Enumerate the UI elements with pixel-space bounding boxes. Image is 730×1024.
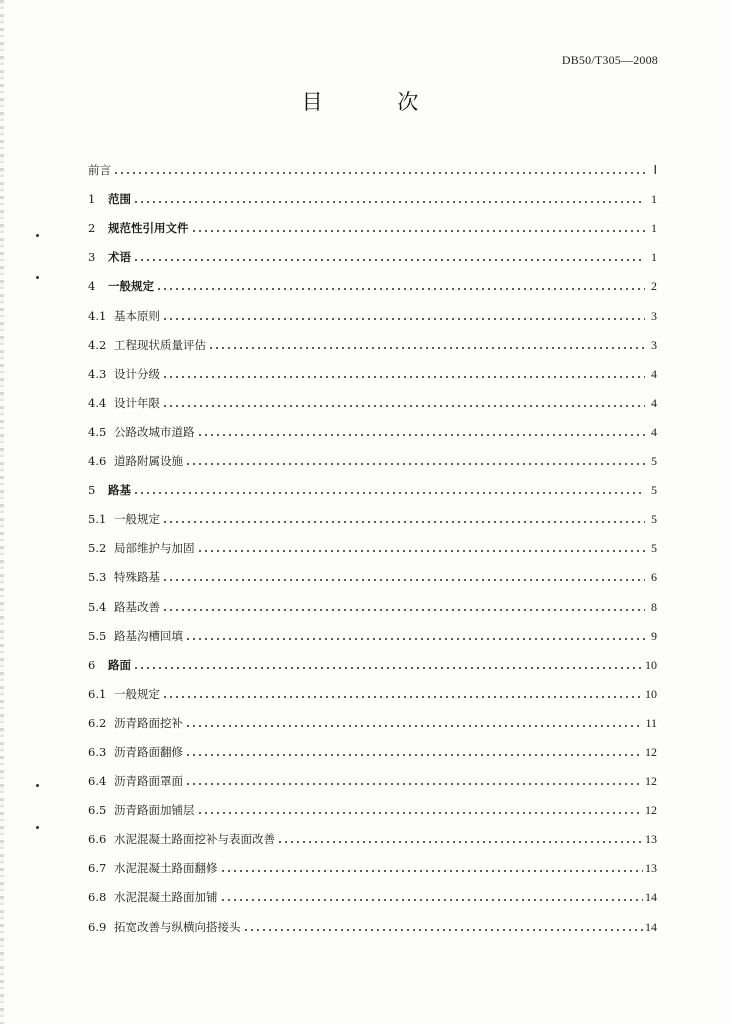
toc-entry-page: 14 xyxy=(645,890,657,905)
toc-entry-number: 4.3 xyxy=(88,366,107,381)
toc-entry-page: 4 xyxy=(651,395,657,410)
dot-leader xyxy=(156,288,645,290)
toc-entry[interactable] xyxy=(88,410,657,439)
toc-entry-label: 术语 xyxy=(108,250,131,265)
toc-entry-label: 一般规定 xyxy=(114,686,160,701)
dot-leader xyxy=(133,259,645,261)
toc-entry[interactable] xyxy=(88,846,657,875)
toc-entry-label: 沥青路面加铺层 xyxy=(114,803,195,818)
toc-entry-number: 6.1 xyxy=(88,686,107,701)
document-code: DB50/T305—2008 xyxy=(561,53,658,67)
toc-entry-label: 基本原则 xyxy=(114,308,160,323)
dot-leader xyxy=(197,812,644,814)
toc-entry-label: 设计年限 xyxy=(114,395,160,410)
toc-entry-page: 5 xyxy=(651,454,657,469)
toc-entry-page: Ⅰ xyxy=(653,163,657,178)
toc-entry-number: 4.2 xyxy=(88,337,107,352)
dot-leader xyxy=(133,492,645,494)
toc-entry[interactable] xyxy=(88,235,657,264)
toc-entry[interactable] xyxy=(88,497,657,526)
toc-entry-number: 4 xyxy=(88,279,96,294)
scan-edge-artifact xyxy=(0,0,4,1024)
dot-leader xyxy=(162,521,645,523)
toc-entry-number: 4.4 xyxy=(88,395,107,410)
toc-entry-label: 沥青路面挖补 xyxy=(114,715,183,730)
dot-leader xyxy=(220,870,644,872)
toc-entry-page: 5 xyxy=(651,541,657,556)
toc-entry-page: 10 xyxy=(645,686,657,701)
toc-entry[interactable] xyxy=(88,701,657,730)
scan-speck xyxy=(36,276,39,279)
toc-entry-label: 路基改善 xyxy=(114,599,160,614)
toc-entry-label: 规范性引用文件 xyxy=(108,221,189,236)
toc-entry-number: 6.8 xyxy=(88,890,107,905)
dot-leader xyxy=(277,841,643,843)
dot-leader xyxy=(185,638,645,640)
toc-entry-number: 5.3 xyxy=(88,570,107,585)
toc-entry-page: 10 xyxy=(645,657,657,672)
toc-entry-page: 12 xyxy=(645,774,657,789)
dot-leader xyxy=(162,405,645,407)
toc-entry-label: 道路附属设施 xyxy=(114,454,183,469)
toc-entry-label: 设计分级 xyxy=(114,366,160,381)
toc-entry-label: 工程现状质量评估 xyxy=(114,337,206,352)
toc-entry[interactable] xyxy=(88,381,657,410)
scan-speck xyxy=(36,784,39,787)
toc-entry-page: 4 xyxy=(651,366,657,381)
toc-entry-page: 3 xyxy=(651,337,657,352)
toc-entry[interactable] xyxy=(88,439,657,468)
toc-entry-number: 6 xyxy=(88,657,96,672)
dot-leader xyxy=(197,550,646,552)
toc-entry-label: 沥青路面翻修 xyxy=(114,744,183,759)
toc-entry[interactable] xyxy=(88,264,657,293)
toc-entry[interactable] xyxy=(88,875,657,904)
toc-entry-number: 5.1 xyxy=(88,512,107,527)
toc-entry-label: 水泥混凝土路面挖补与表面改善 xyxy=(114,832,275,847)
toc-entry-page: 12 xyxy=(645,803,657,818)
toc-entry[interactable] xyxy=(88,555,657,584)
toc-entry-number: 6.4 xyxy=(88,774,107,789)
toc-entry-number: 6.3 xyxy=(88,744,107,759)
toc-entry-number: 5.4 xyxy=(88,599,107,614)
dot-leader xyxy=(162,609,645,611)
toc-entry-number: 4.5 xyxy=(88,424,107,439)
dot-leader xyxy=(243,929,644,931)
toc-entry[interactable] xyxy=(88,293,657,322)
toc-entry[interactable] xyxy=(88,584,657,613)
toc-entry-page: 14 xyxy=(645,919,657,934)
toc-entry-page: 6 xyxy=(651,570,657,585)
toc-entry-number: 6.5 xyxy=(88,803,107,818)
toc-entry-page: 13 xyxy=(645,861,657,876)
dot-leader xyxy=(133,667,643,669)
toc-entry-page: 5 xyxy=(651,512,657,527)
toc-entry-number: 3 xyxy=(88,250,96,265)
toc-entry-page: 1 xyxy=(651,192,657,207)
toc-entry-page: 2 xyxy=(651,279,657,294)
toc-entry-page: 11 xyxy=(645,715,657,730)
toc-entry-label: 沥青路面罩面 xyxy=(114,774,183,789)
toc-entry-number: 2 xyxy=(88,221,96,236)
scan-speck xyxy=(36,826,39,829)
dot-leader xyxy=(208,347,645,349)
toc-entry-label: 公路改城市道路 xyxy=(114,424,195,439)
toc-entry-number: 5 xyxy=(88,483,96,498)
toc-entry[interactable] xyxy=(88,468,657,497)
dot-leader xyxy=(185,754,643,756)
toc-entry[interactable] xyxy=(88,526,657,555)
toc-entry-page: 1 xyxy=(651,250,657,265)
toc-entry[interactable] xyxy=(88,177,657,206)
dot-leader xyxy=(220,899,644,901)
toc-entry-label: 一般规定 xyxy=(114,512,160,527)
toc-entry-page: 12 xyxy=(645,744,657,759)
toc-entry[interactable] xyxy=(88,672,657,701)
dot-leader xyxy=(191,230,646,232)
toc-entry[interactable] xyxy=(88,730,657,759)
toc-entry-number: 6.9 xyxy=(88,919,107,934)
dot-leader xyxy=(185,725,643,727)
table-of-contents xyxy=(88,148,657,934)
dot-leader xyxy=(162,318,645,320)
toc-entry[interactable] xyxy=(88,788,657,817)
dot-leader xyxy=(162,579,645,581)
toc-entry-page: 1 xyxy=(651,221,657,236)
toc-entry-number: 6.7 xyxy=(88,861,107,876)
scan-speck xyxy=(36,234,39,237)
toc-entry[interactable] xyxy=(88,643,657,672)
dot-leader xyxy=(113,172,645,174)
toc-entry-label: 路基 xyxy=(108,483,131,498)
toc-entry-page: 5 xyxy=(651,483,657,498)
toc-entry[interactable] xyxy=(88,148,657,177)
dot-leader xyxy=(133,201,645,203)
toc-entry-number: 5.5 xyxy=(88,628,107,643)
toc-entry[interactable] xyxy=(88,759,657,788)
toc-entry-page: 8 xyxy=(651,599,657,614)
toc-entry[interactable] xyxy=(88,206,657,235)
toc-entry-number: 1 xyxy=(88,192,96,207)
toc-entry[interactable] xyxy=(88,614,657,643)
toc-entry-number: 4.6 xyxy=(88,454,107,469)
dot-leader xyxy=(162,376,645,378)
dot-leader xyxy=(197,434,646,436)
toc-entry-number: 5.2 xyxy=(88,541,107,556)
toc-entry-label: 路基沟槽回填 xyxy=(114,628,183,643)
toc-entry[interactable] xyxy=(88,904,657,933)
dot-leader xyxy=(185,783,643,785)
toc-entry-page: 13 xyxy=(645,832,657,847)
toc-entry-page: 3 xyxy=(651,308,657,323)
toc-entry-label: 前言 xyxy=(88,163,111,178)
toc-entry[interactable] xyxy=(88,323,657,352)
dot-leader xyxy=(185,463,645,465)
toc-entry-label: 一般规定 xyxy=(108,279,154,294)
toc-entry-label: 拓宽改善与纵横向搭接头 xyxy=(114,919,241,934)
toc-entry-label: 范围 xyxy=(108,192,131,207)
toc-entry-number: 4.1 xyxy=(88,308,107,323)
toc-entry-page: 4 xyxy=(651,424,657,439)
toc-entry-number: 6.6 xyxy=(88,832,107,847)
toc-entry-page: 9 xyxy=(651,628,657,643)
toc-entry-number: 6.2 xyxy=(88,715,107,730)
toc-entry-label: 路面 xyxy=(108,657,131,672)
toc-entry[interactable] xyxy=(88,352,657,381)
page-title: 目 次 xyxy=(301,90,453,114)
toc-entry-label: 水泥混凝土路面翻修 xyxy=(114,861,218,876)
toc-entry-label: 局部维护与加固 xyxy=(114,541,195,556)
toc-entry-label: 特殊路基 xyxy=(114,570,160,585)
toc-entry[interactable] xyxy=(88,817,657,846)
dot-leader xyxy=(162,696,643,698)
toc-entry-label: 水泥混凝土路面加铺 xyxy=(114,890,218,905)
